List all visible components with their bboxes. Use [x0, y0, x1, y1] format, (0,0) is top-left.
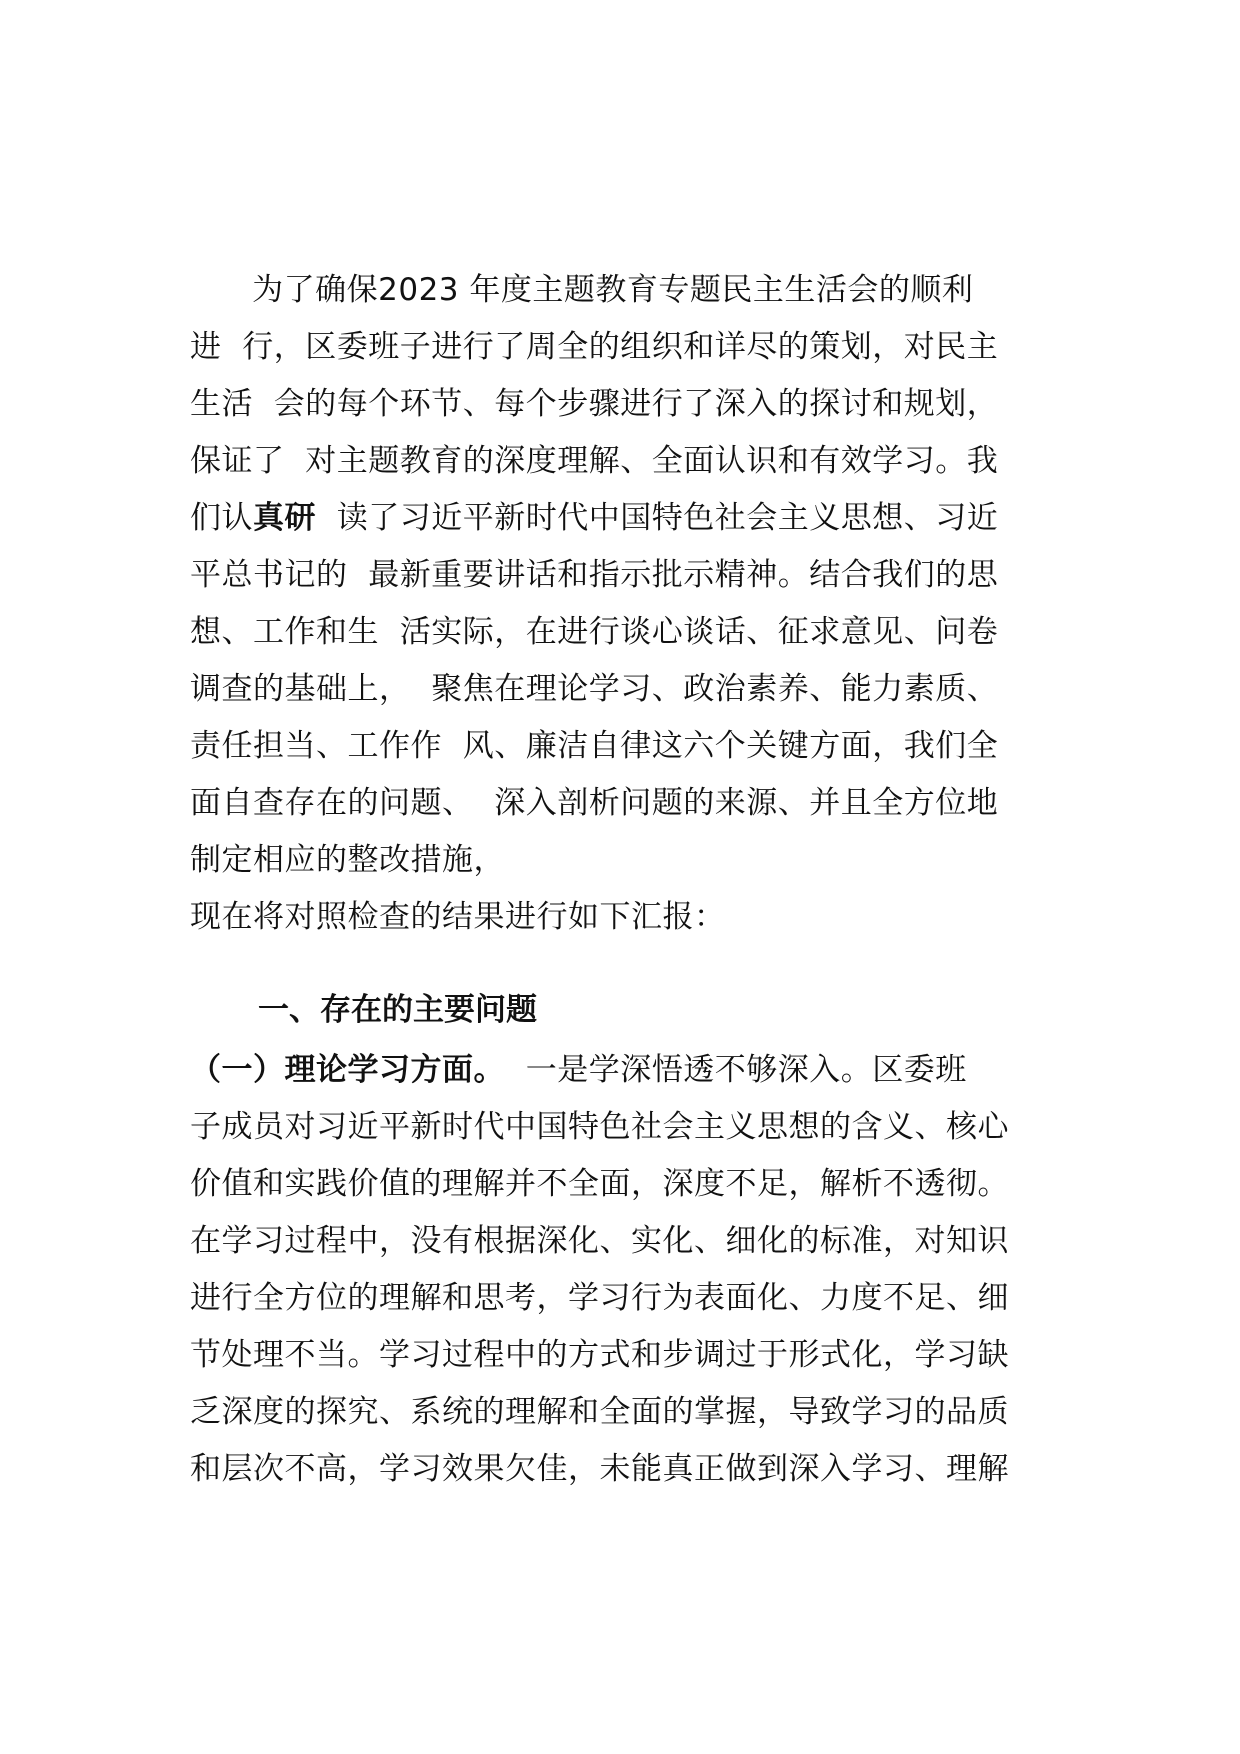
- text-line: [190, 1042, 1070, 1099]
- text-segment: 们认: [190, 500, 253, 536]
- text-segment: 读了习近平新时代中国特色社会主义思想、习近: [316, 500, 999, 536]
- text-line: 现在将对照检查的结果进行如下汇报：: [190, 899, 726, 935]
- text-line: 进行全方位的理解和思考，学习行为表面化、力度不足、细: [190, 1280, 1009, 1316]
- text-line: 进 行，区委班子进行了周全的组织和详尽的策划，对民主: [190, 329, 999, 365]
- text-line: 调查的基础上， 聚焦在理论学习、政治素养、能力素质、: [190, 671, 999, 707]
- intro-paragraph: [190, 262, 1070, 946]
- text-line: 想、工作和生 活实际，在进行谈心谈话、征求意见、问卷: [190, 614, 999, 650]
- subsection-heading: （一）理论学习方面。: [190, 1052, 505, 1088]
- text-line: 价值和实践价值的理解并不全面，深度不足，解析不透彻。: [190, 1166, 1009, 1202]
- text-line: 节处理不当。学习过程中的方式和步调过于形式化，学习缺: [190, 1337, 1009, 1373]
- section-heading: 一、存在的主要问题: [258, 992, 537, 1028]
- text-line: [190, 490, 1070, 547]
- text-line: 面自查存在的问题、 深入剖析问题的来源、并且全方位地: [190, 785, 999, 821]
- text-line: 保证了 对主题教育的深度理解、全面认识和有效学习。我: [190, 443, 999, 479]
- text-line: 责任担当、工作作 风、廉洁自律这六个关键方面，我们全: [190, 728, 999, 764]
- text-segment: 一是学深悟透不够深入。区委班: [505, 1052, 967, 1088]
- text-line: 乏深度的探究、系统的理解和全面的掌握，导致学习的品质: [190, 1394, 1009, 1430]
- text-line: 为了确保2023 年度主题教育专题民主生活会的顺利: [190, 272, 974, 308]
- text-line: 制定相应的整改措施，: [190, 842, 505, 878]
- text-line: 在学习过程中，没有根据深化、实化、细化的标准，对知识: [190, 1223, 1009, 1259]
- bold-text-segment: 真研: [253, 500, 316, 536]
- text-line: 子成员对习近平新时代中国特色社会主义思想的含义、核心: [190, 1109, 1009, 1145]
- section-paragraph: [190, 1042, 1070, 1498]
- text-line: 和层次不高，学习效果欠佳，未能真正做到深入学习、理解: [190, 1451, 1009, 1487]
- text-line: 平总书记的 最新重要讲话和指示批示精神。结合我们的思: [190, 557, 999, 593]
- text-line: 生活 会的每个环节、每个步骤进行了深入的探讨和规划，: [190, 386, 999, 422]
